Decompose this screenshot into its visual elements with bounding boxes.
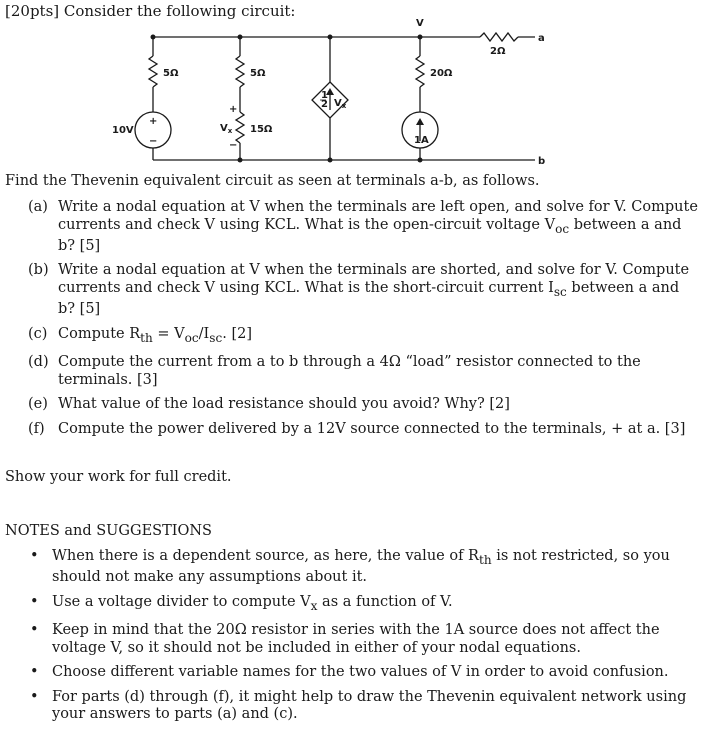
node-v-label: V [416,18,424,29]
dep-fraction-num: 1 [321,90,328,101]
part-item: (a) Write a nodal equation at V when the terminals are left open, and solve for V. Compute currents and check V using KCL. What is the open-circuit voltage $V_{oc}$ between a and b? [5] [28,199,698,254]
terminal-a-label: a [538,33,545,44]
part-item: (c) Compute $R_{th} = V_{oc}/I_{sc}$. [2] [28,325,253,345]
r-top-label: 2Ω [490,46,506,57]
part-item: (e) What value of the load resistance should you avoid? Why? [2] [28,396,510,413]
r3-label: 15Ω [250,124,273,135]
note-item: • Keep in mind that the 20Ω resistor in series with the 1A source does not affect the voltage V, so it should not be included in either of your nodal equations. [30,622,660,656]
notes-list [30,548,690,731]
find-instruction: Find the Thevenin equivalent circuit as seen at terminals a-b, as follows. [5,173,540,189]
problem-header: [20pts] Consider the following circuit: [5,2,296,20]
vsrc-minus: − [149,136,158,147]
parts-list [28,199,698,445]
terminal-b-label: b [538,156,546,167]
notes-heading: NOTES and SUGGESTIONS [5,523,212,539]
part-item: (b) Write a nodal equation at V when the terminals are shorted, and solve for V. Compute currents and check V using KCL. What is the short-circuit current $I_{sc}$ between a and b? [5] [28,262,690,318]
vsrc-plus: + [149,116,158,127]
dep-fraction-den: 2 [321,99,328,110]
vx-minus: − [229,140,238,151]
vx-label: $V_x$ [220,123,233,135]
r4-label: 20Ω [430,68,453,79]
note-item: • Use a voltage divider to compute $V_x$ as a function of V. [30,593,453,613]
show-work-note: Show your work for full credit. [5,469,232,485]
vx-plus: + [229,104,238,115]
note-item: • When there is a dependent source, as here, the value of $R_{th}$ is not restricted, so you should not make any assumptions about it. [30,548,670,586]
note-item: • For parts (d) through (f), it might help to draw the Thevenin equivalent network using your answers to parts (a) and (c). [30,688,687,723]
isrc-label: 1A [414,135,429,146]
part-item: (f) Compute the power delivered by a 12V source connected to the terminals, + at a. [3] [28,420,686,437]
r1-label: 5Ω [163,68,179,79]
part-item: (d) Compute the current from a to b through a 4Ω “load” resistor connected to the terminals. [3] [28,354,641,388]
r2-label: 5Ω [250,68,266,79]
circuit-diagram [0,0,716,200]
note-item: • Choose different variable names for the two values of V in order to avoid confusion. [30,664,669,681]
vsrc-label: 10V [112,125,134,136]
dep-source-label: $V_x$ [334,98,347,110]
